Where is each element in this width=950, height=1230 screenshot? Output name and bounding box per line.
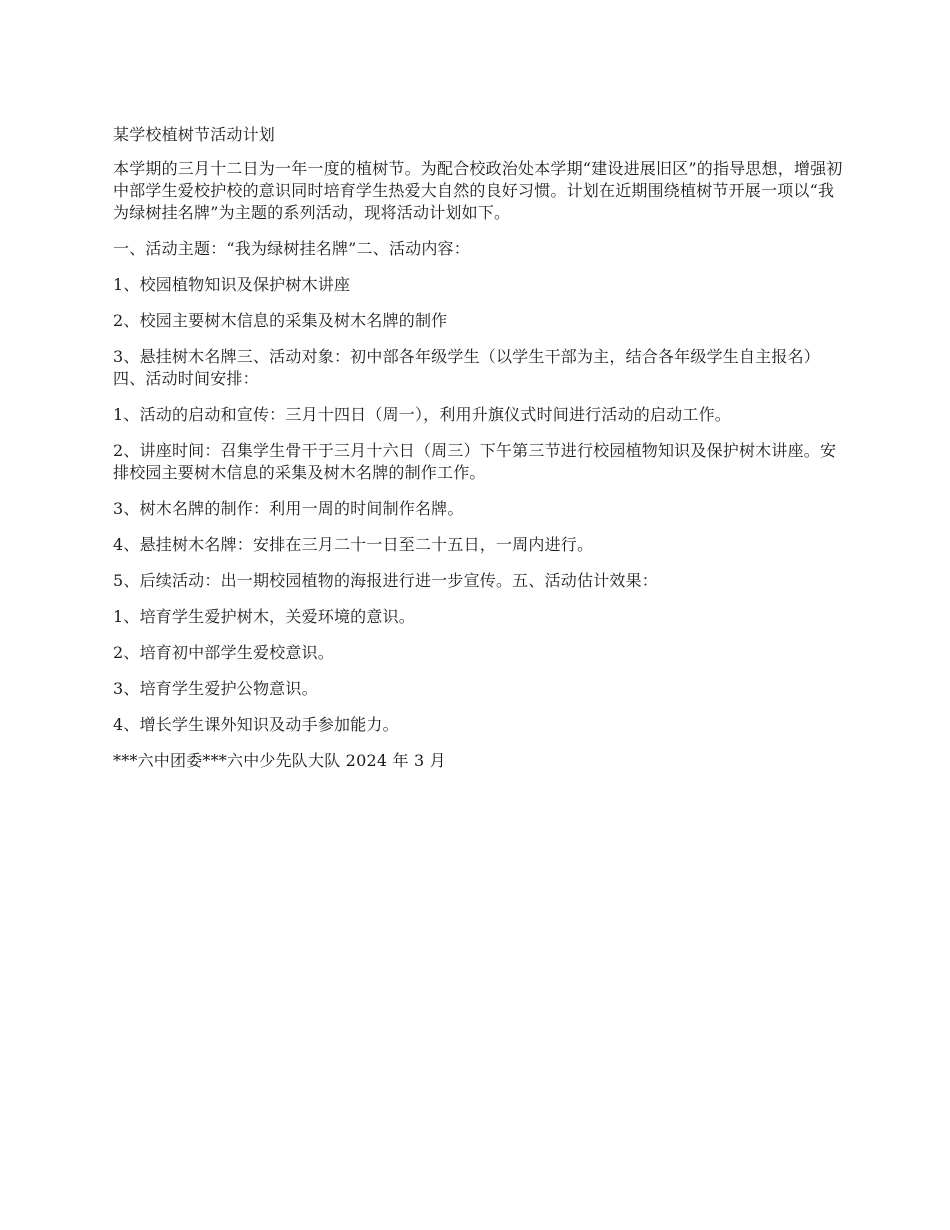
schedule-item-5-effects: 5、后续活动：出一期校园植物的海报进行进一步宣传。五、活动估计效果： xyxy=(113,571,658,590)
effect-item-4: 4、增长学生课外知识及动手参加能力。 xyxy=(113,715,399,734)
content-item-3-target-schedule: 3、悬挂树木名牌三、活动对象：初中部各年级学生（以学生干部为主，结合各年级学生自主报名）四、活动时间安排： xyxy=(113,347,820,388)
content-item-2: 2、校园主要树木信息的采集及树木名牌的制作 xyxy=(113,311,448,330)
effect-item-2: 2、培育初中部学生爱校意识。 xyxy=(113,643,334,662)
effect-item-1: 1、培育学生爱护树木，关爱环境的意识。 xyxy=(113,607,415,626)
document-title: 某学校植树节活动计划 xyxy=(113,125,276,144)
schedule-item-1: 1、活动的启动和宣传：三月十四日（周一），利用升旗仪式时间进行活动的启动工作。 xyxy=(113,405,731,424)
document-body xyxy=(113,124,845,786)
effect-item-3: 3、培育学生爱护公物意识。 xyxy=(113,679,318,698)
content-item-1: 1、校园植物知识及保护树木讲座 xyxy=(113,275,351,294)
section-theme-content: 一、活动主题：“我为绿树挂名牌”二、活动内容： xyxy=(113,239,470,258)
intro-paragraph: 本学期的三月十二日为一年一度的植树节。为配合校政治处本学期“建设进展旧区”的指导思想，增强初中部学生爱校护校的意识同时培育学生热爱大自然的良好习惯。计划在近期围绕植树节开展一项以“我为绿树挂名牌”为主题的系列活动，现将活动计划如下。 xyxy=(113,159,843,222)
schedule-item-2: 2、讲座时间：召集学生骨干于三月十六日（周三）下午第三节进行校园植物知识及保护树木讲座。安排校园主要树木信息的采集及树木名牌的制作工作。 xyxy=(113,441,837,482)
signature-line: ***六中团委***六中少先队大队 2024 年 3 月 xyxy=(113,751,446,770)
schedule-item-4: 4、悬挂树木名牌：安排在三月二十一日至二十五日，一周内进行。 xyxy=(113,535,594,554)
schedule-item-3: 3、树木名牌的制作：利用一周的时间制作名牌。 xyxy=(113,499,464,518)
